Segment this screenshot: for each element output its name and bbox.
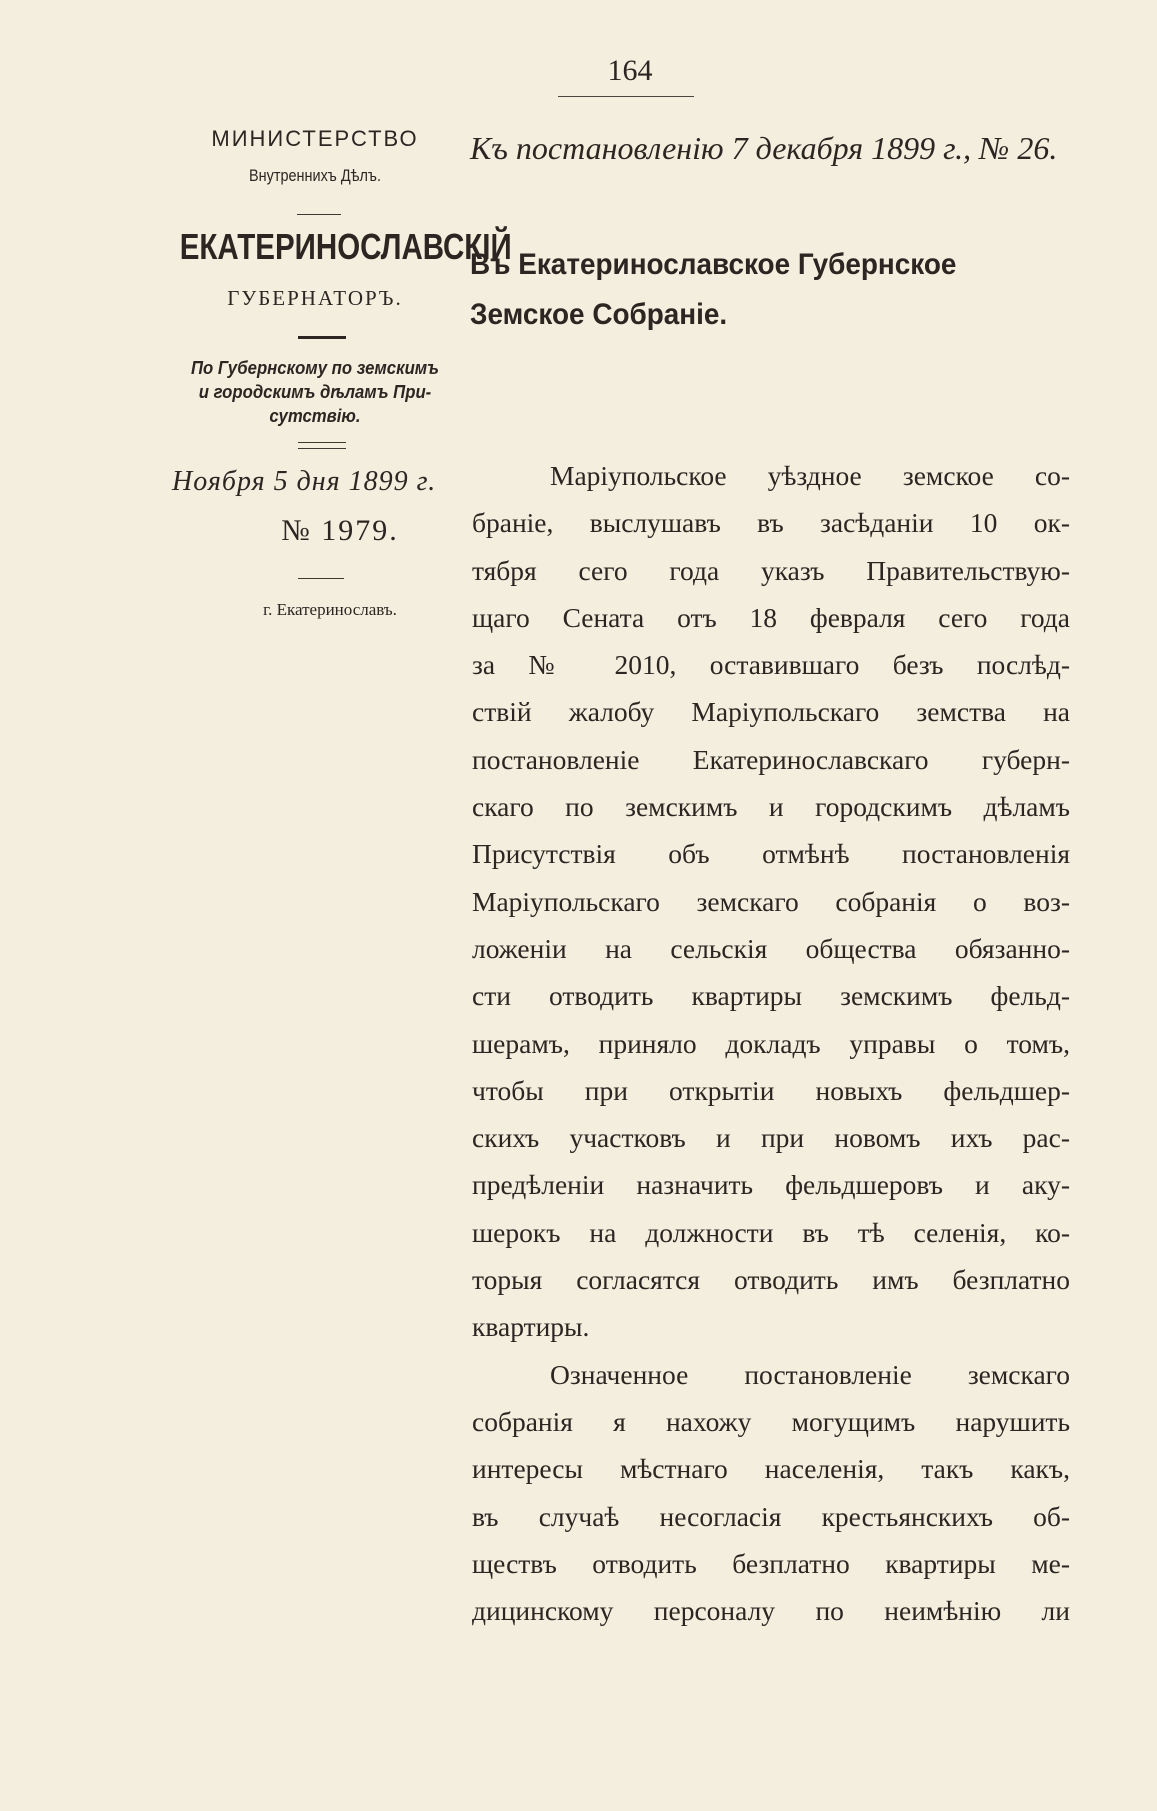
body-line: торыя согласятся отводить имъ безплатно [472,1264,1070,1296]
body-line: квартиры. [472,1311,590,1343]
ministry-subheading: Внутреннихъ Дѣлъ. [249,166,381,185]
body-line: скаго по земскимъ и городскимъ дѣламъ [472,791,1070,823]
governor-subheading: ГУБЕРНАТОРЪ. [227,286,403,310]
body-line: Маріупольскаго земскаго собранія о воз- [472,885,1070,917]
body-line: ществъ отводить безплатно квартиры ме- [472,1547,1070,1579]
department-line: По Губернскому по земскимъ [190,358,440,378]
page-number-rule [558,96,694,97]
body-line: браніе, выслушавъ въ засѣданіи 10 ок- [472,507,1070,539]
document-city: г. Екатеринославъ. [263,600,397,619]
body-line: Присутствія объ отмѣнѣ постановленія [472,838,1070,870]
addressee [470,240,1047,340]
page-number: 164 [607,54,653,87]
body-line: шерокъ на должности въ тѣ селенія, ко- [472,1216,1070,1248]
body-line: въ случаѣ несогласія крестьянскихъ об- [472,1500,1070,1532]
body-line: тября сего года указъ Правительствую- [472,554,1070,586]
document-date: Ноября 5 дня 1899 г. [172,466,437,497]
department-line: сутствію. [269,406,361,426]
body-line: дицинскому персоналу по неимѣнію ли [472,1595,1070,1627]
body-line: скихъ участковъ и при новомъ ихъ рас- [472,1122,1070,1154]
resolution-reference: Къ постановленію 7 декабря 1899 г., № 26. [470,130,1058,166]
body-line: чтобы при открытіи новыхъ фельдшер- [472,1074,1070,1106]
department-line: и городскимъ дѣламъ При- [198,382,432,402]
ministry-heading: МИНИСТЕРСТВО [211,126,419,151]
divider-double [298,442,346,443]
divider-thick [298,336,346,339]
body-line: Маріупольское уѣздное земское со- [550,460,1070,491]
addressee-line: Въ Екатеринославское Губернское [470,248,957,281]
divider [297,214,341,215]
body-line: постановленіе Екатеринославскаго губерн- [472,743,1070,775]
body-line: щаго Сената отъ 18 февраля сего года [472,601,1070,633]
body-line: предѣленіи назначить фельдшеровъ и аку- [472,1169,1070,1201]
body-line: ствій жалобу Маріупольскаго земства на [472,696,1070,728]
body-line: собранія я нахожу могущимъ нарушить [472,1405,1070,1437]
body-line: за № 2010, оставившаго безъ послѣд- [472,649,1070,681]
divider [298,578,344,579]
body-line: шерамъ, приняло докладъ управы о томъ, [472,1027,1070,1059]
governor-heading: ЕКАТЕРИНОСЛАВСКІЙ [179,226,512,267]
document-number: № 1979. [281,514,399,547]
body-text [472,452,1070,1634]
body-line: интересы мѣстнаго населенія, такъ какъ, [472,1453,1070,1485]
body-line: Означенное постановленіе земскаго [550,1358,1070,1390]
divider-double [298,448,346,449]
body-line: ложеніи на сельскія общества обязанно- [472,932,1070,964]
department-label [162,356,469,428]
body-line: сти отводить квартиры земскимъ фельд- [472,980,1070,1012]
addressee-line: Земское Собраніе. [470,298,728,331]
